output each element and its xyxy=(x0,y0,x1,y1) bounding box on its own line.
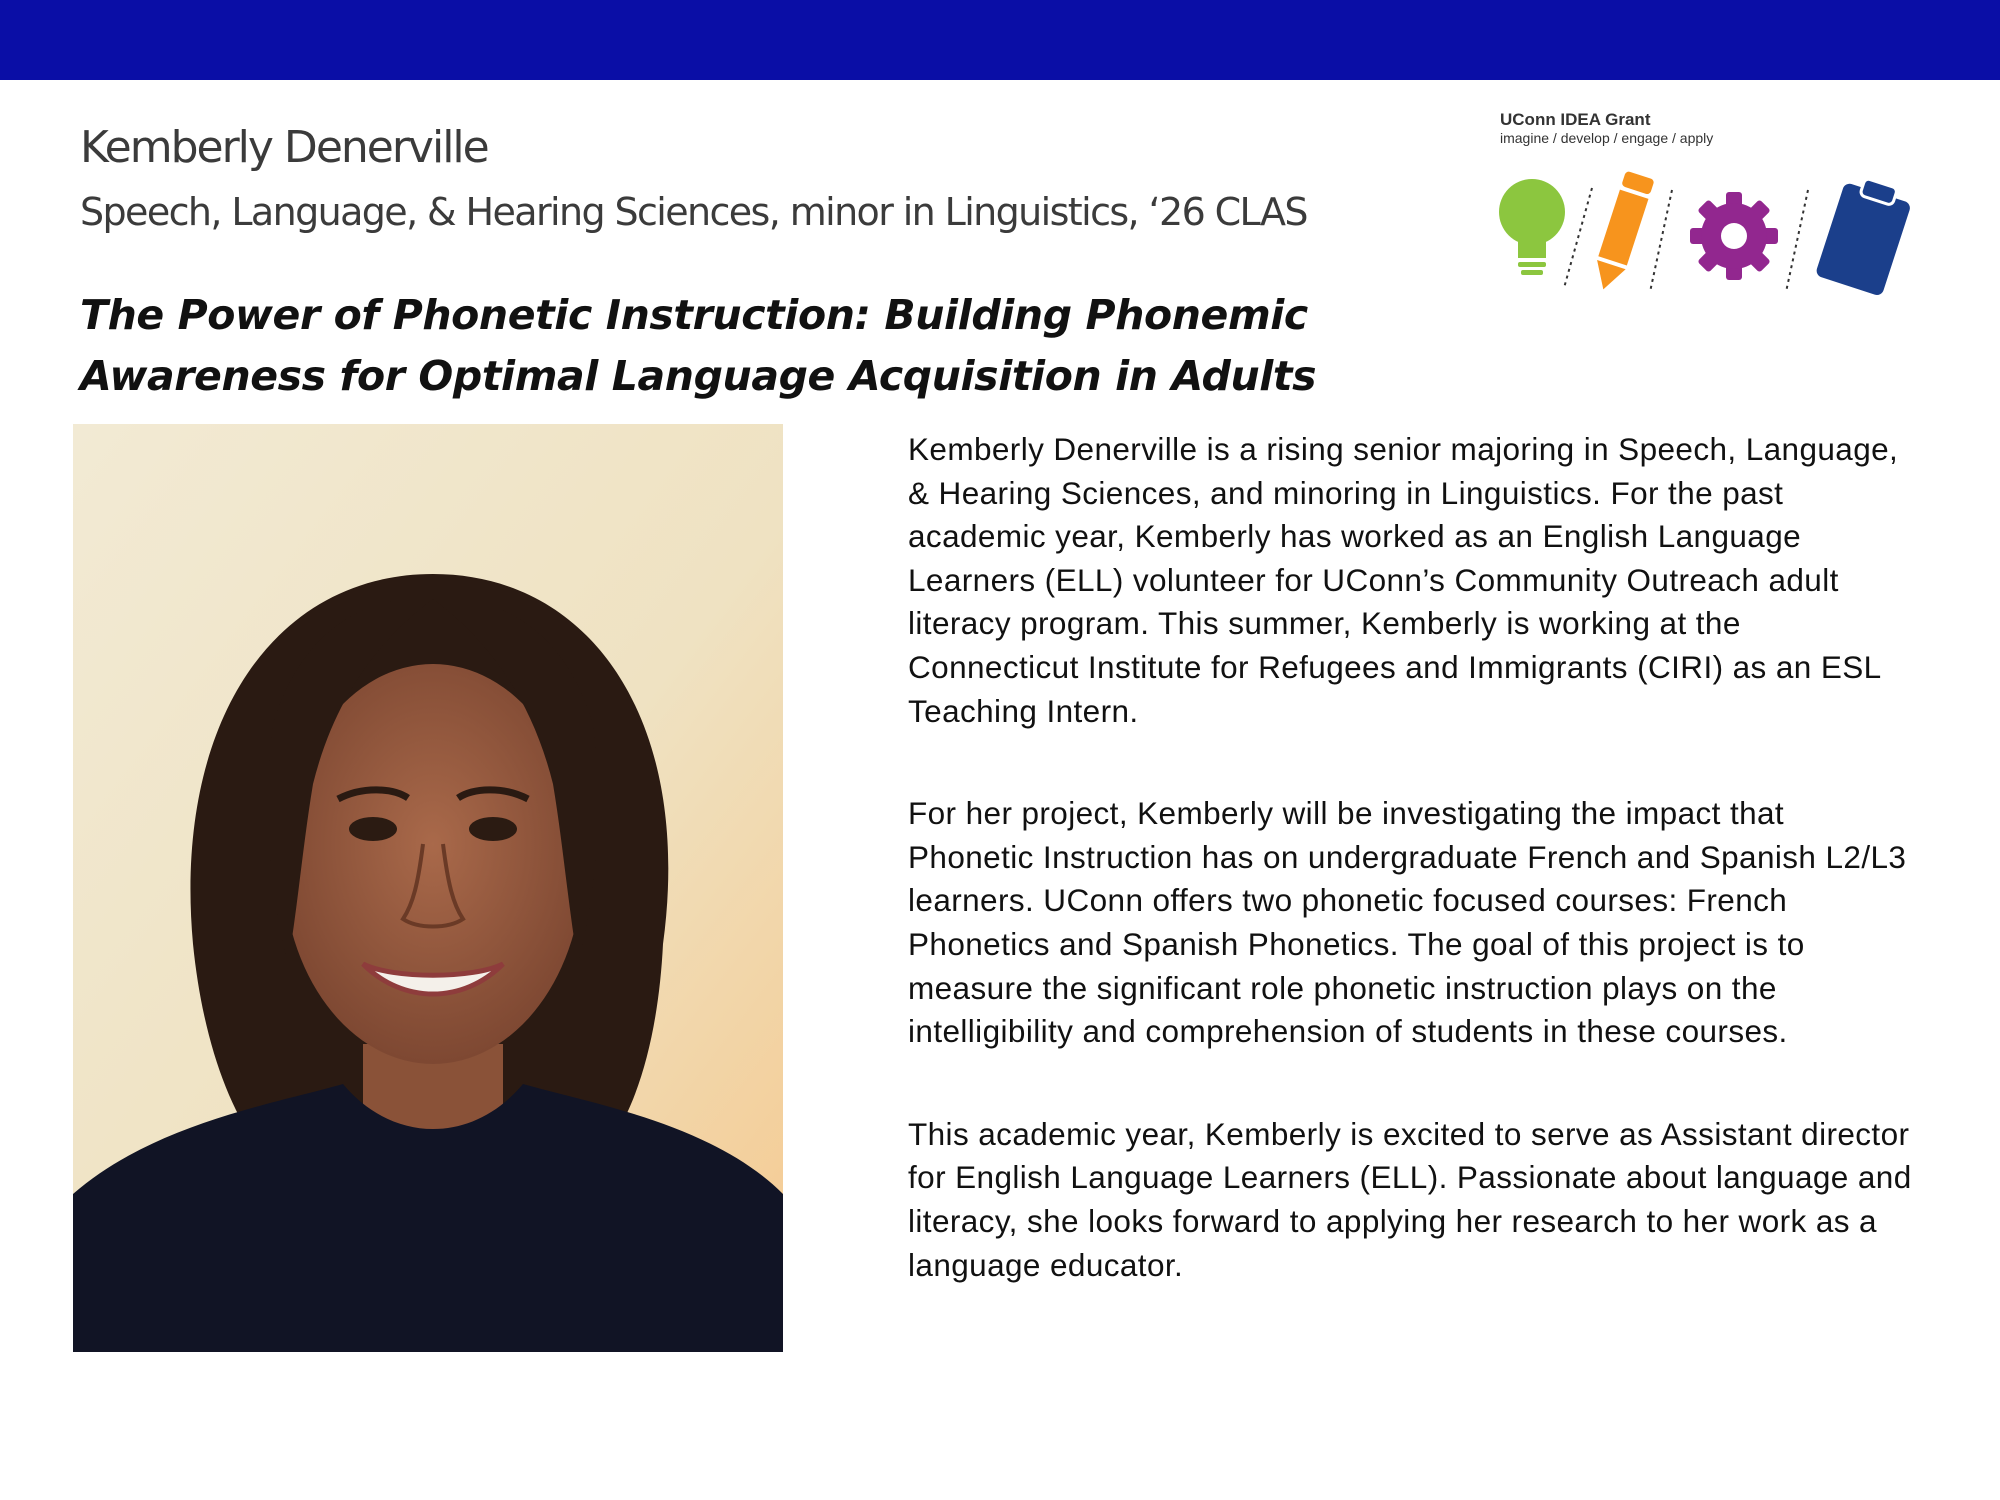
bio-text xyxy=(908,428,1918,1346)
top-banner xyxy=(0,0,2000,80)
clipboard-icon xyxy=(1815,172,1910,296)
student-name: Kemberly Denerville xyxy=(80,122,488,173)
student-portrait xyxy=(73,424,783,1352)
pencil-icon xyxy=(1589,171,1655,294)
bio-paragraph-3: This academic year, Kemberly is excited to serve as Assistant director for English Language Learners (ELL). Passionate about language and literacy, she looks forward to applying her research to her work as a language educator. xyxy=(908,1115,1912,1283)
logo-tagline: imagine / develop / engage / apply xyxy=(1500,130,1714,146)
bio-paragraph-1: Kemberly Denerville is a rising senior majoring in Speech, Language, & Hearing Sciences, and minoring in Linguistics. For the past academic year, Kemberly has worked as an English Language Learners (ELL) volunteer for UConn’s Community Outreach adult literacy program. This summer, Kemberly is working at the Connecticut Institute for Refugees and Immigrants (CIRI) as an ESL Teaching Intern. xyxy=(908,431,1899,729)
lightbulb-icon xyxy=(1499,179,1565,275)
student-program: Speech, Language, & Hearing Sciences, minor in Linguistics, ‘26 CLAS xyxy=(80,190,1307,234)
idea-grant-logo xyxy=(1490,108,1910,308)
logo-icons xyxy=(1490,168,1910,308)
project-title: The Power of Phonetic Instruction: Building Phonemic Awareness for Optimal Language Acquisition in Adults xyxy=(80,291,1317,400)
bio-paragraph-2: For her project, Kemberly will be investigating the impact that Phonetic Instruction has on undergraduate French and Spanish L2/L3 learners. UConn offers two phonetic focused courses: French Phonetics and Spanish Phonetics. The goal of this project is to measure the significant role phonetic instruction plays on the intelligibility and comprehension of students in these courses. xyxy=(908,795,1907,1050)
gear-icon xyxy=(1690,192,1778,280)
logo-title: UConn IDEA Grant xyxy=(1500,110,1651,129)
